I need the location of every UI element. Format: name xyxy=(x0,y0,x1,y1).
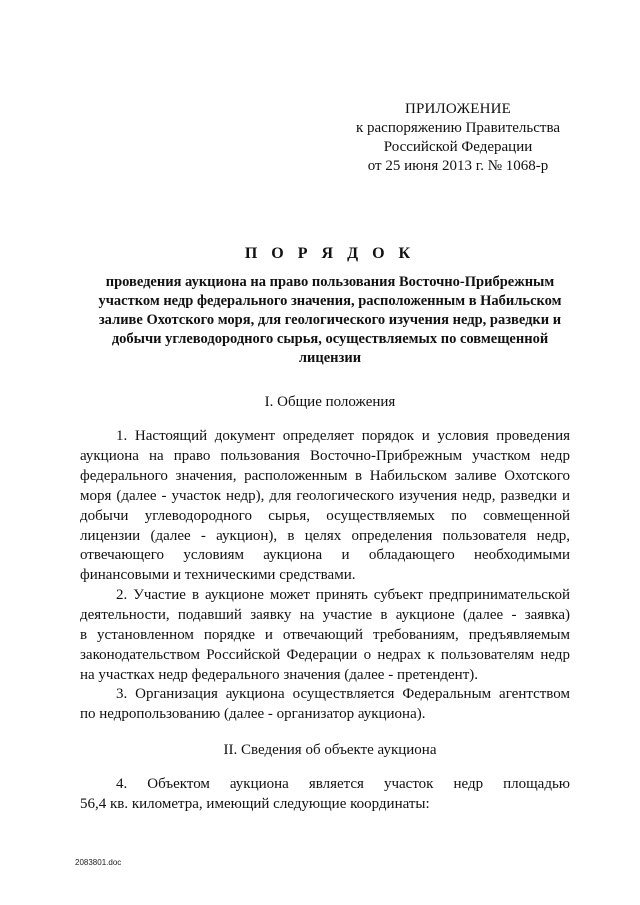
paragraph-line: федерального значения, расположенным в Набильском заливе Охотского xyxy=(80,467,570,484)
paragraph-line: финансовыми и техническими средствами. xyxy=(80,567,356,584)
paragraph-line: 3. Организация аукциона осуществляется Федеральным агентством xyxy=(116,686,570,702)
paragraph-3 xyxy=(80,685,570,725)
paragraph-4 xyxy=(80,775,570,815)
annex-line-2: Российской Федерации xyxy=(383,139,533,155)
paragraph-line: 1. Настоящий документ определяет порядок и условия проведения xyxy=(116,428,570,444)
paragraph-line: законодательством Российской Федерации о недрах к пользователям недр xyxy=(80,646,570,663)
file-name-footer: 2083801.doc xyxy=(75,858,122,867)
paragraph-line: моря (далее - участок недр), для геологического изучения недр, разведки и xyxy=(80,487,570,504)
paragraph-line: 56,4 кв. километра, имеющий следующие координаты: xyxy=(80,795,430,812)
document-title: П О Р Я Д О К xyxy=(244,245,416,262)
paragraph-line: по недропользованию (далее - организатор аукциона). xyxy=(80,705,426,722)
paragraph-2 xyxy=(80,586,570,686)
section-1-heading: I. Общие положения xyxy=(264,394,396,410)
annex-title: ПРИЛОЖЕНИЕ xyxy=(404,101,512,117)
paragraph-1 xyxy=(80,427,570,586)
section-2-heading: II. Сведения об объекте аукциона xyxy=(223,742,437,758)
paragraph-line: 4. Объектом аукциона является участок недр площадью xyxy=(116,776,570,792)
document-header xyxy=(80,243,580,368)
paragraph-line: отвечающего условиям аукциона и обладающего необходимыми xyxy=(80,547,570,564)
paragraph-line: 2. Участие в аукционе может принять субъект предпринимательской xyxy=(116,587,570,603)
paragraph-line: лицензии (далее - аукцион), в целях определения пользователя недр, xyxy=(80,527,570,544)
paragraph-line: на участках недр федерального значения (далее - претендент). xyxy=(80,666,478,683)
paragraph-line: в установленном порядке и отвечающий требованиям, предъявляемым xyxy=(80,626,570,643)
paragraph-line: деятельности, подавший заявку на участие в аукционе (далее - заявка) xyxy=(80,606,570,623)
paragraph-line: аукциона на право пользования Восточно-Прибрежным участком недр xyxy=(80,447,570,464)
annex-line-1: к распоряжению Правительства xyxy=(355,120,560,136)
document-subtitle: проведения аукциона на право пользования Восточно-Прибрежным участком недр федерального значения, расположенным в Набильском заливе Охотского моря, для геологического изучения недр, разведки и добычи углеводородного сырья, осуществляемых по совмещенной лицензии xyxy=(98,274,562,366)
paragraph-line: добычи углеводородного сырья, осуществляемых по совмещенной xyxy=(80,507,570,524)
annex-block xyxy=(338,100,578,176)
annex-line-3: от 25 июня 2013 г. № 1068-р xyxy=(367,158,549,174)
